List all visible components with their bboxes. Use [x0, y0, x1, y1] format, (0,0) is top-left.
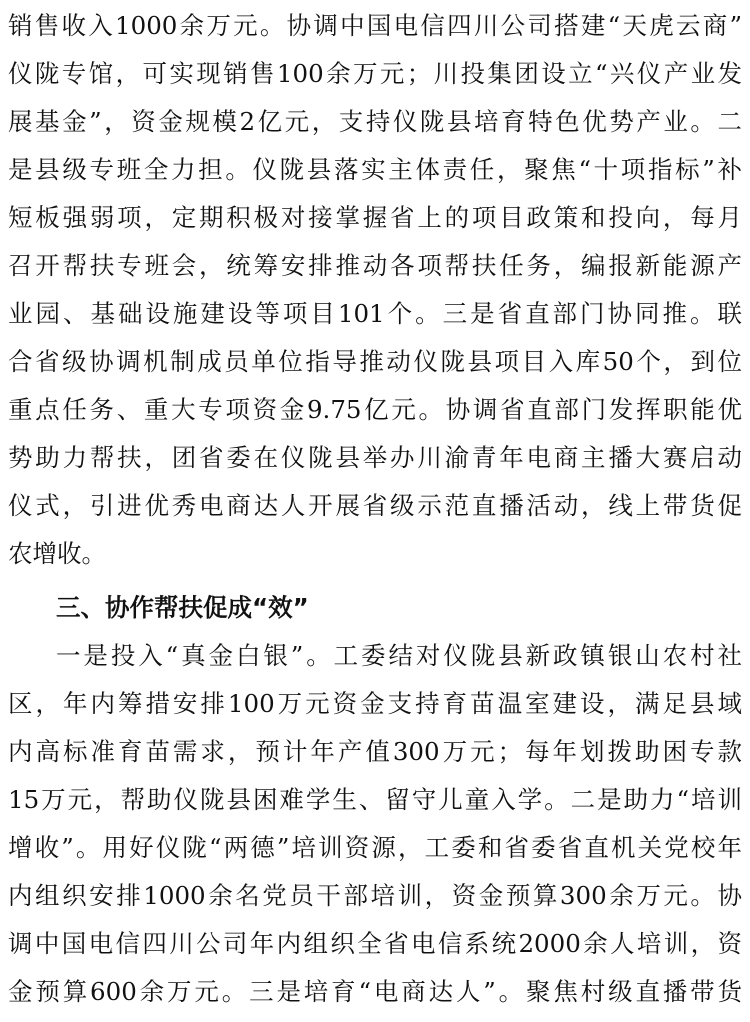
text-line: 区，年内筹措安排100万元资金支持育苗温室建设，满足县域 — [8, 689, 742, 718]
paragraph-first-line: 一是投入“真金白银”。工委结对仪陇县新政镇银山农村社 — [56, 641, 742, 670]
text-line: 势助力帮扶，团省委在仪陇县举办川渝青年电商主播大赛启动 — [8, 443, 742, 472]
text-line: 内高标准育苗需求，预计年产值300万元；每年划拨助困专款 — [8, 737, 742, 766]
text-line: 仪式，引进优秀电商达人开展省级示范直播活动，线上带货促 — [8, 491, 742, 520]
text-line: 调中国电信四川公司年内组织全省电信系统2000余人培训，资 — [8, 929, 742, 958]
text-line: 合省级协调机制成员单位指导推动仪陇县项目入库50个，到位 — [8, 347, 742, 376]
text-line-paragraph-end: 农增收。 — [8, 539, 106, 568]
text-line: 短板强弱项，定期积极对接掌握省上的项目政策和投向，每月 — [8, 203, 742, 232]
text-line: 增收”。用好仪陇“两德”培训资源，工委和省委省直机关党校年 — [8, 833, 742, 862]
text-line: 展基金”，资金规模2亿元，支持仪陇县培育特色优势产业。二 — [8, 107, 742, 136]
text-line: 内组织安排1000余名党员干部培训，资金预算300余万元。协 — [8, 881, 742, 910]
text-line: 金预算600余万元。三是培育“电商达人”。聚焦村级直播带货 — [8, 977, 742, 1006]
text-line: 仪陇专馆，可实现销售100余万元；川投集团设立“兴仪产业发 — [8, 59, 742, 88]
text-line: 销售收入1000余万元。协调中国电信四川公司搭建“天虎云商” — [8, 11, 742, 40]
text-line: 是县级专班全力担。仪陇县落实主体责任，聚焦“十项指标”补 — [8, 155, 742, 184]
text-line: 重点任务、重大专项资金9.75亿元。协调省直部门发挥职能优 — [8, 395, 742, 424]
text-line: 业园、基础设施建设等项目101个。三是省直部门协同推。联 — [8, 299, 742, 328]
section-heading: 三、协作帮扶促成“效” — [56, 593, 309, 622]
text-line: 15万元，帮助仪陇县困难学生、留守儿童入学。二是助力“培训 — [8, 785, 742, 814]
text-line: 召开帮扶专班会，统筹安排推动各项帮扶任务，编报新能源产 — [8, 251, 742, 280]
